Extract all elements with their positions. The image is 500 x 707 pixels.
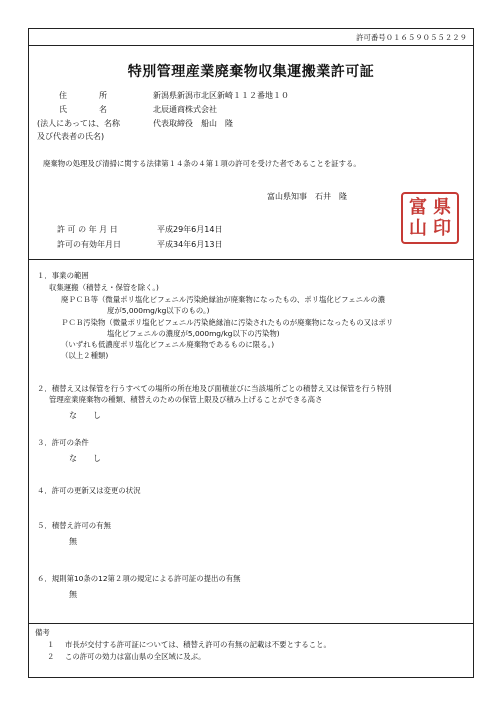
address-value: 新潟県新潟市北区新崎１１２番地１０	[153, 91, 289, 100]
name-label: 氏 名	[59, 105, 107, 114]
scope-line: 塩化ビフェニルの濃度が5,000mg/kg以下の汚染物)	[107, 329, 280, 338]
corporate-note-line2: 及び代表者の氏名)	[37, 132, 105, 141]
expiry-date-label: 許可の有効年月日	[57, 240, 121, 249]
section-divider	[29, 259, 473, 260]
seal-char: 印	[433, 218, 451, 239]
submission-heading: ６．規則第10条の12第２項の規定による許可証の提出の有無	[37, 574, 241, 583]
seal-char: 山	[409, 218, 427, 239]
scope-line: （以上２種類)	[61, 351, 109, 360]
storage-heading: ２．積替え又は保管を行うすべての場所の所在地及び面積並びに当該場所ごとの積替え又は保管を行う特別	[37, 384, 392, 393]
note-text: 市長が交付する許可証については、積替え許可の有無の記載は不要とすること。	[65, 640, 331, 649]
document-title: 特別管理産業廃棄物収集運搬業許可証	[127, 64, 375, 80]
storage-heading: 管理産業廃棄物の種類、積替えのための保管上限及び積み上げることができる高さ	[49, 395, 323, 404]
representative-name: 代表取締役 船山 隆	[153, 119, 233, 128]
seal-char: 富	[409, 197, 427, 218]
renewal-heading: ４．許可の更新又は変更の状況	[37, 486, 141, 495]
storage-value: な し	[69, 411, 101, 420]
address-label: 住 所	[59, 91, 107, 100]
scope-line: （いずれも低濃度ポリ塩化ビフェニル廃棄物であるものに限る。)	[61, 340, 275, 349]
note-number: １	[47, 640, 55, 649]
issuer-name: 富山県知事 石井 隆	[267, 192, 347, 201]
conditions-value: な し	[69, 454, 101, 463]
header-divider	[29, 45, 473, 46]
submission-value: 無	[69, 590, 77, 599]
notes-divider	[29, 623, 473, 624]
scope-line: 廃ＰＣＢ等（微量ポリ塩化ビフェニル汚染絶縁油が廃棄物になったもの、ポリ塩化ビフェニルの濃	[61, 295, 386, 304]
note-number: ２	[47, 652, 55, 661]
conditions-heading: ３．許可の条件	[37, 438, 89, 447]
seal-char: 県	[433, 197, 451, 218]
permit-number: 許可番号０１６５９０５５２２９	[356, 33, 467, 42]
corporate-note-line1: (法人にあっては、名称	[37, 119, 121, 128]
issue-date-label: 許 可 の 年 月 日	[57, 225, 118, 234]
scope-line: 度が5,000mg/kg以下のもの。)	[107, 306, 210, 315]
scope-line: ＰＣＢ汚染物（微量ポリ塩化ビフェニル汚染絶縁油に汚染されたものが廃棄物になったもの又はポリ	[61, 318, 394, 327]
official-seal-stamp	[401, 192, 459, 244]
name-value: 北辰通商株式会社	[153, 105, 217, 114]
scope-line: 収集運搬（積替え・保管を除く。)	[49, 283, 159, 292]
transfer-permit-value: 無	[69, 537, 77, 546]
permit-certificate	[28, 28, 474, 678]
scope-heading: １．事業の範囲	[37, 271, 89, 280]
certification-statement: 廃棄物の処理及び清掃に関する法律第１４条の４第１項の許可を受けた者であることを証する。	[43, 159, 361, 168]
note-text: この許可の効力は富山県の全区域に及ぶ。	[65, 652, 206, 661]
expiry-date-value: 平成34年6月13日	[157, 240, 223, 249]
notes-heading: 備考	[35, 628, 50, 637]
transfer-permit-heading: ５．積替え許可の有無	[37, 521, 111, 530]
issue-date-value: 平成29年6月14日	[157, 225, 223, 234]
